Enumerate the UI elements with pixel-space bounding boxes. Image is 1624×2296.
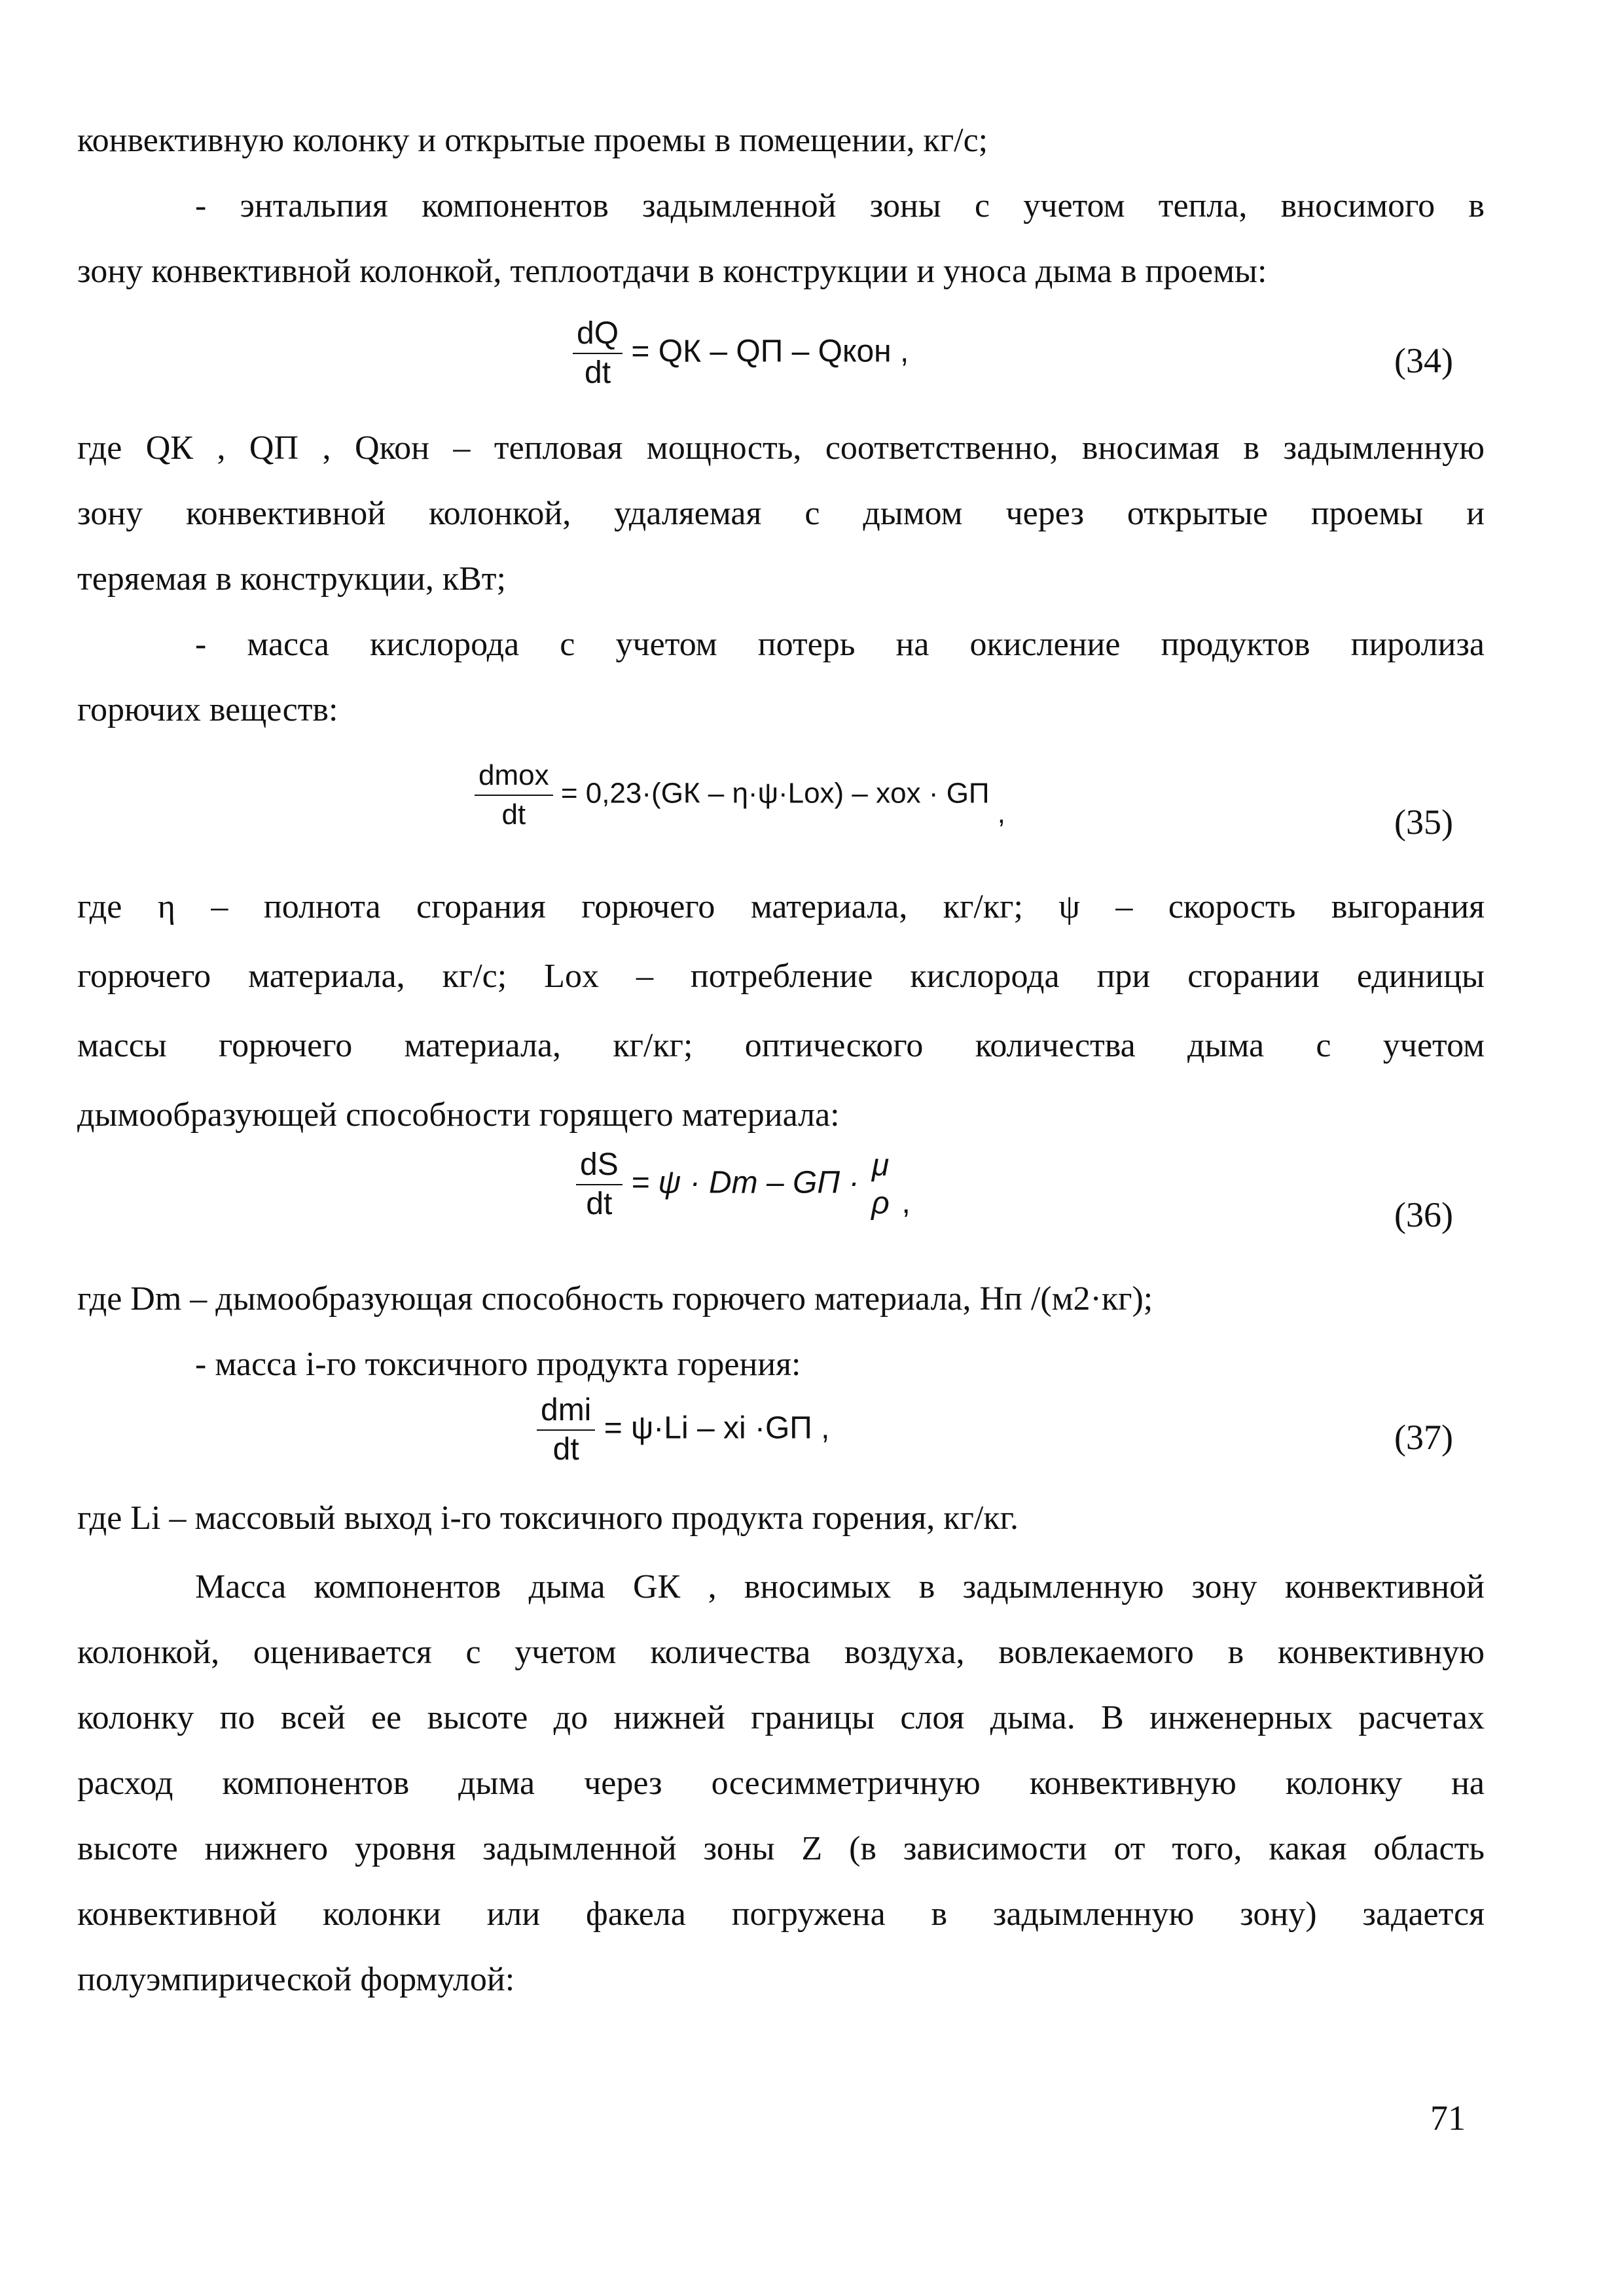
equation-rhs: = QК – QП – Qкон , <box>631 334 909 369</box>
paragraph-intro <box>77 108 1485 304</box>
text-line: Масса компонентов дыма GК , вносимых в задымленную зону конвективной <box>195 1568 1485 1605</box>
paragraph-toxic <box>77 1486 1485 1551</box>
density-fraction <box>868 1149 893 1220</box>
text-line: расход компонентов дыма через осесимметричную конвективную колонку на <box>77 1765 1485 1802</box>
paragraph-oxygen <box>77 872 1485 1150</box>
fraction-denominator: dt <box>501 798 526 831</box>
text-line: дымообразующей способности горящего материала: <box>77 1096 840 1134</box>
text-line: где Dm – дымообразующая способность горючего материала, Нп /(м2·кг); <box>77 1280 1153 1318</box>
derivative-fraction <box>573 317 623 389</box>
text-line: конвективную колонку и открытые проемы в помещении, кг/с; <box>77 122 988 159</box>
paragraph-smoke <box>77 1266 1485 1397</box>
text-line: зону конвективной колонкой, теплоотдачи в конструкции и уноса дыма в проемы: <box>77 253 1267 290</box>
equation-number-37: (37) <box>1394 1418 1453 1457</box>
equation-number-36: (36) <box>1394 1195 1453 1234</box>
text-line: полуэмпирической формулой: <box>77 1961 515 1998</box>
equation-number-34: (34) <box>1394 341 1453 380</box>
equation-rhs: = 0,23·(GК – η·ψ·Lox) – xox · GП <box>560 777 990 810</box>
text-line: горючего материала, кг/с; Lox – потребление кислорода при сгорании единицы <box>77 958 1485 995</box>
text-line: колонку по всей ее высоте до нижней границы слоя дыма. В инженерных расчетах <box>77 1699 1485 1736</box>
equation-rhs: = ψ · Dm – GП · <box>631 1165 859 1200</box>
text-line: - масса кислорода с учетом потерь на окисление продуктов пиролиза <box>195 626 1485 663</box>
equation-34 <box>573 317 909 389</box>
text-line: где η – полнота сгорания горючего материала, кг/кг; ψ – скорость выгорания <box>77 888 1485 925</box>
equation-comma: , <box>997 797 1006 829</box>
text-line: высоте нижнего уровня задымленной зоны Z (в зависимости от того, какая область <box>77 1830 1485 1867</box>
page-number: 71 <box>1430 2098 1466 2138</box>
fraction-numerator: dS <box>576 1149 623 1185</box>
fraction-denominator: dt <box>585 355 611 390</box>
equation-comma: , <box>901 1185 911 1220</box>
equation-36 <box>576 1149 911 1221</box>
derivative-fraction <box>475 759 553 831</box>
equation-rhs: = ψ·Li – xi ·GП , <box>604 1410 830 1446</box>
derivative-fraction <box>537 1394 595 1466</box>
text-line: конвективной колонки или факела погружена в задымленную зону) задается <box>77 1895 1485 1933</box>
fraction-denominator: dt <box>586 1187 613 1221</box>
fraction-numerator: dmi <box>537 1394 595 1431</box>
text-line: где Li – массовый выход i-го токсичного продукта горения, кг/кг. <box>77 1499 1019 1537</box>
text-line: колонкой, оценивается с учетом количества воздуха, вовлекаемого в конвективную <box>77 1634 1485 1671</box>
text-line: - энтальпия компонентов задымленной зоны с учетом тепла, вносимого в <box>195 187 1485 224</box>
fraction-numerator: dmox <box>475 759 553 796</box>
equation-number-35: (35) <box>1394 802 1453 842</box>
text-line: горючих веществ: <box>77 691 338 728</box>
text-line: массы горючего материала, кг/кг; оптического количества дыма с учетом <box>77 1027 1485 1064</box>
text-line: где QК , QП , Qкон – тепловая мощность, соответственно, вносимая в задымленную <box>77 429 1485 467</box>
fraction-denominator: dt <box>552 1432 579 1467</box>
fraction-denominator: ρ <box>871 1186 890 1221</box>
text-line: - масса i-го токсичного продукта горения: <box>195 1346 801 1383</box>
text-line: теряемая в конструкции, кВт; <box>77 560 506 598</box>
derivative-fraction <box>576 1149 623 1221</box>
paragraph-mass <box>77 1554 1485 2013</box>
fraction-numerator: dQ <box>573 317 623 354</box>
paragraph-heat <box>77 416 1485 743</box>
equation-35 <box>475 759 1005 831</box>
fraction-numerator: μ <box>871 1148 890 1183</box>
equation-37 <box>537 1394 829 1466</box>
text-line: зону конвективной колонкой, удаляемая с дымом через открытые проемы и <box>77 495 1485 532</box>
